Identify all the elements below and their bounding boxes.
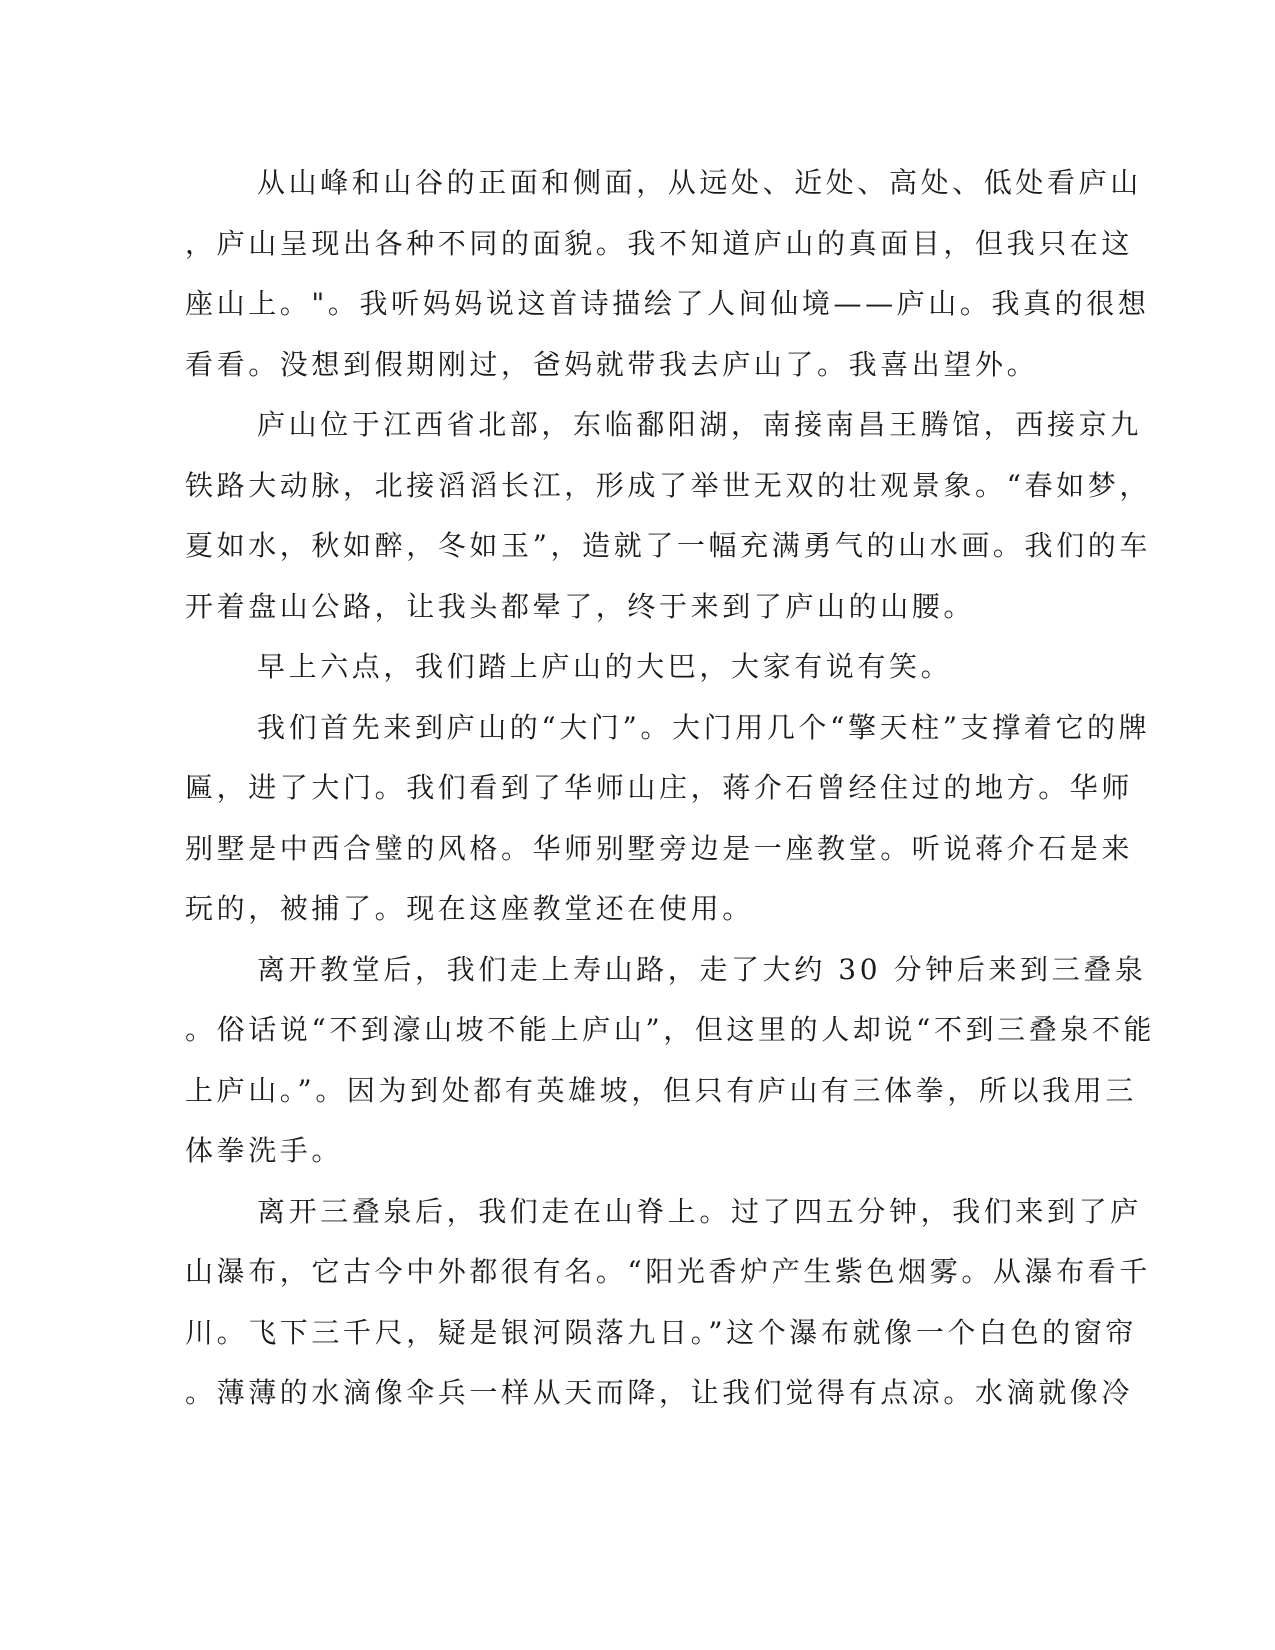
text-line: 匾，进了大门。我们看到了华师山庄，蒋介石曾经住过的地方。华师 [185, 771, 1134, 804]
text-line: 夏如水，秋如醉，冬如玉”，造就了一幅充满勇气的山水画。我们的车 [185, 529, 1151, 562]
text-line: 别墅是中西合璧的风格。华师别墅旁边是一座教堂。听说蒋介石是来 [185, 831, 1134, 865]
text-line: 早上六点，我们踏上庐山的大巴，大家有说有笑。 [257, 650, 953, 683]
text-line: 离开教堂后，我们走上寿山路，走了大约 30 分钟后来到三叠泉 [257, 952, 1147, 986]
text-line: 上庐山。”。因为到处都有英雄坡，但只有庐山有三体拳，所以我用三 [185, 1073, 1137, 1107]
text-line: 铁路大动脉，北接滔滔长江，形成了举世无双的壮观景象。“春如梦， [185, 468, 1151, 502]
text-line: 体拳洗手。 [185, 1134, 344, 1167]
essay-body [185, 163, 1156, 1434]
text-line: 玩的，被捕了。现在这座教堂还在使用。 [185, 892, 754, 925]
text-line: 我们首先来到庐山的“大门”。大门用几个“擎天柱”支撑着它的牌 [257, 710, 1151, 744]
text-line: 。俗话说“不到濠山坡不能上庐山”，但这里的人却说“不到三叠泉不能 [185, 1013, 1156, 1046]
text-line: 川。飞下三千尺，疑是银河陨落九日。”这个瀑布就像一个白色的窗帘 [185, 1315, 1137, 1349]
text-line: 座山上。"。我听妈妈说这首诗描绘了人间仙境——庐山。我真的很想 [185, 287, 1150, 320]
text-line: 离开三叠泉后，我们走在山脊上。过了四五分钟，我们来到了庐 [257, 1194, 1142, 1228]
text-line: 山瀑布，它古今中外都很有名。“阳光香炉产生紫色烟雾。从瀑布看千 [185, 1255, 1151, 1288]
text-line: 庐山位于江西省北部，东临鄱阳湖，南接南昌王腾馆，西接京九 [257, 408, 1142, 441]
text-line: 开着盘山公路，让我头都晕了，终于来到了庐山的山腰。 [185, 589, 976, 623]
text-line: 看看。没想到假期刚过，爸妈就带我去庐山了。我喜出望外。 [185, 347, 1039, 381]
text-line: ，庐山呈现出各种不同的面貌。我不知道庐山的真面目，但我只在这 [185, 226, 1134, 260]
text-line: 。薄薄的水滴像伞兵一样从天而降，让我们觉得有点凉。水滴就像冷 [185, 1376, 1134, 1409]
text-line: 从山峰和山谷的正面和侧面，从远处、近处、高处、低处看庐山 [257, 166, 1142, 199]
